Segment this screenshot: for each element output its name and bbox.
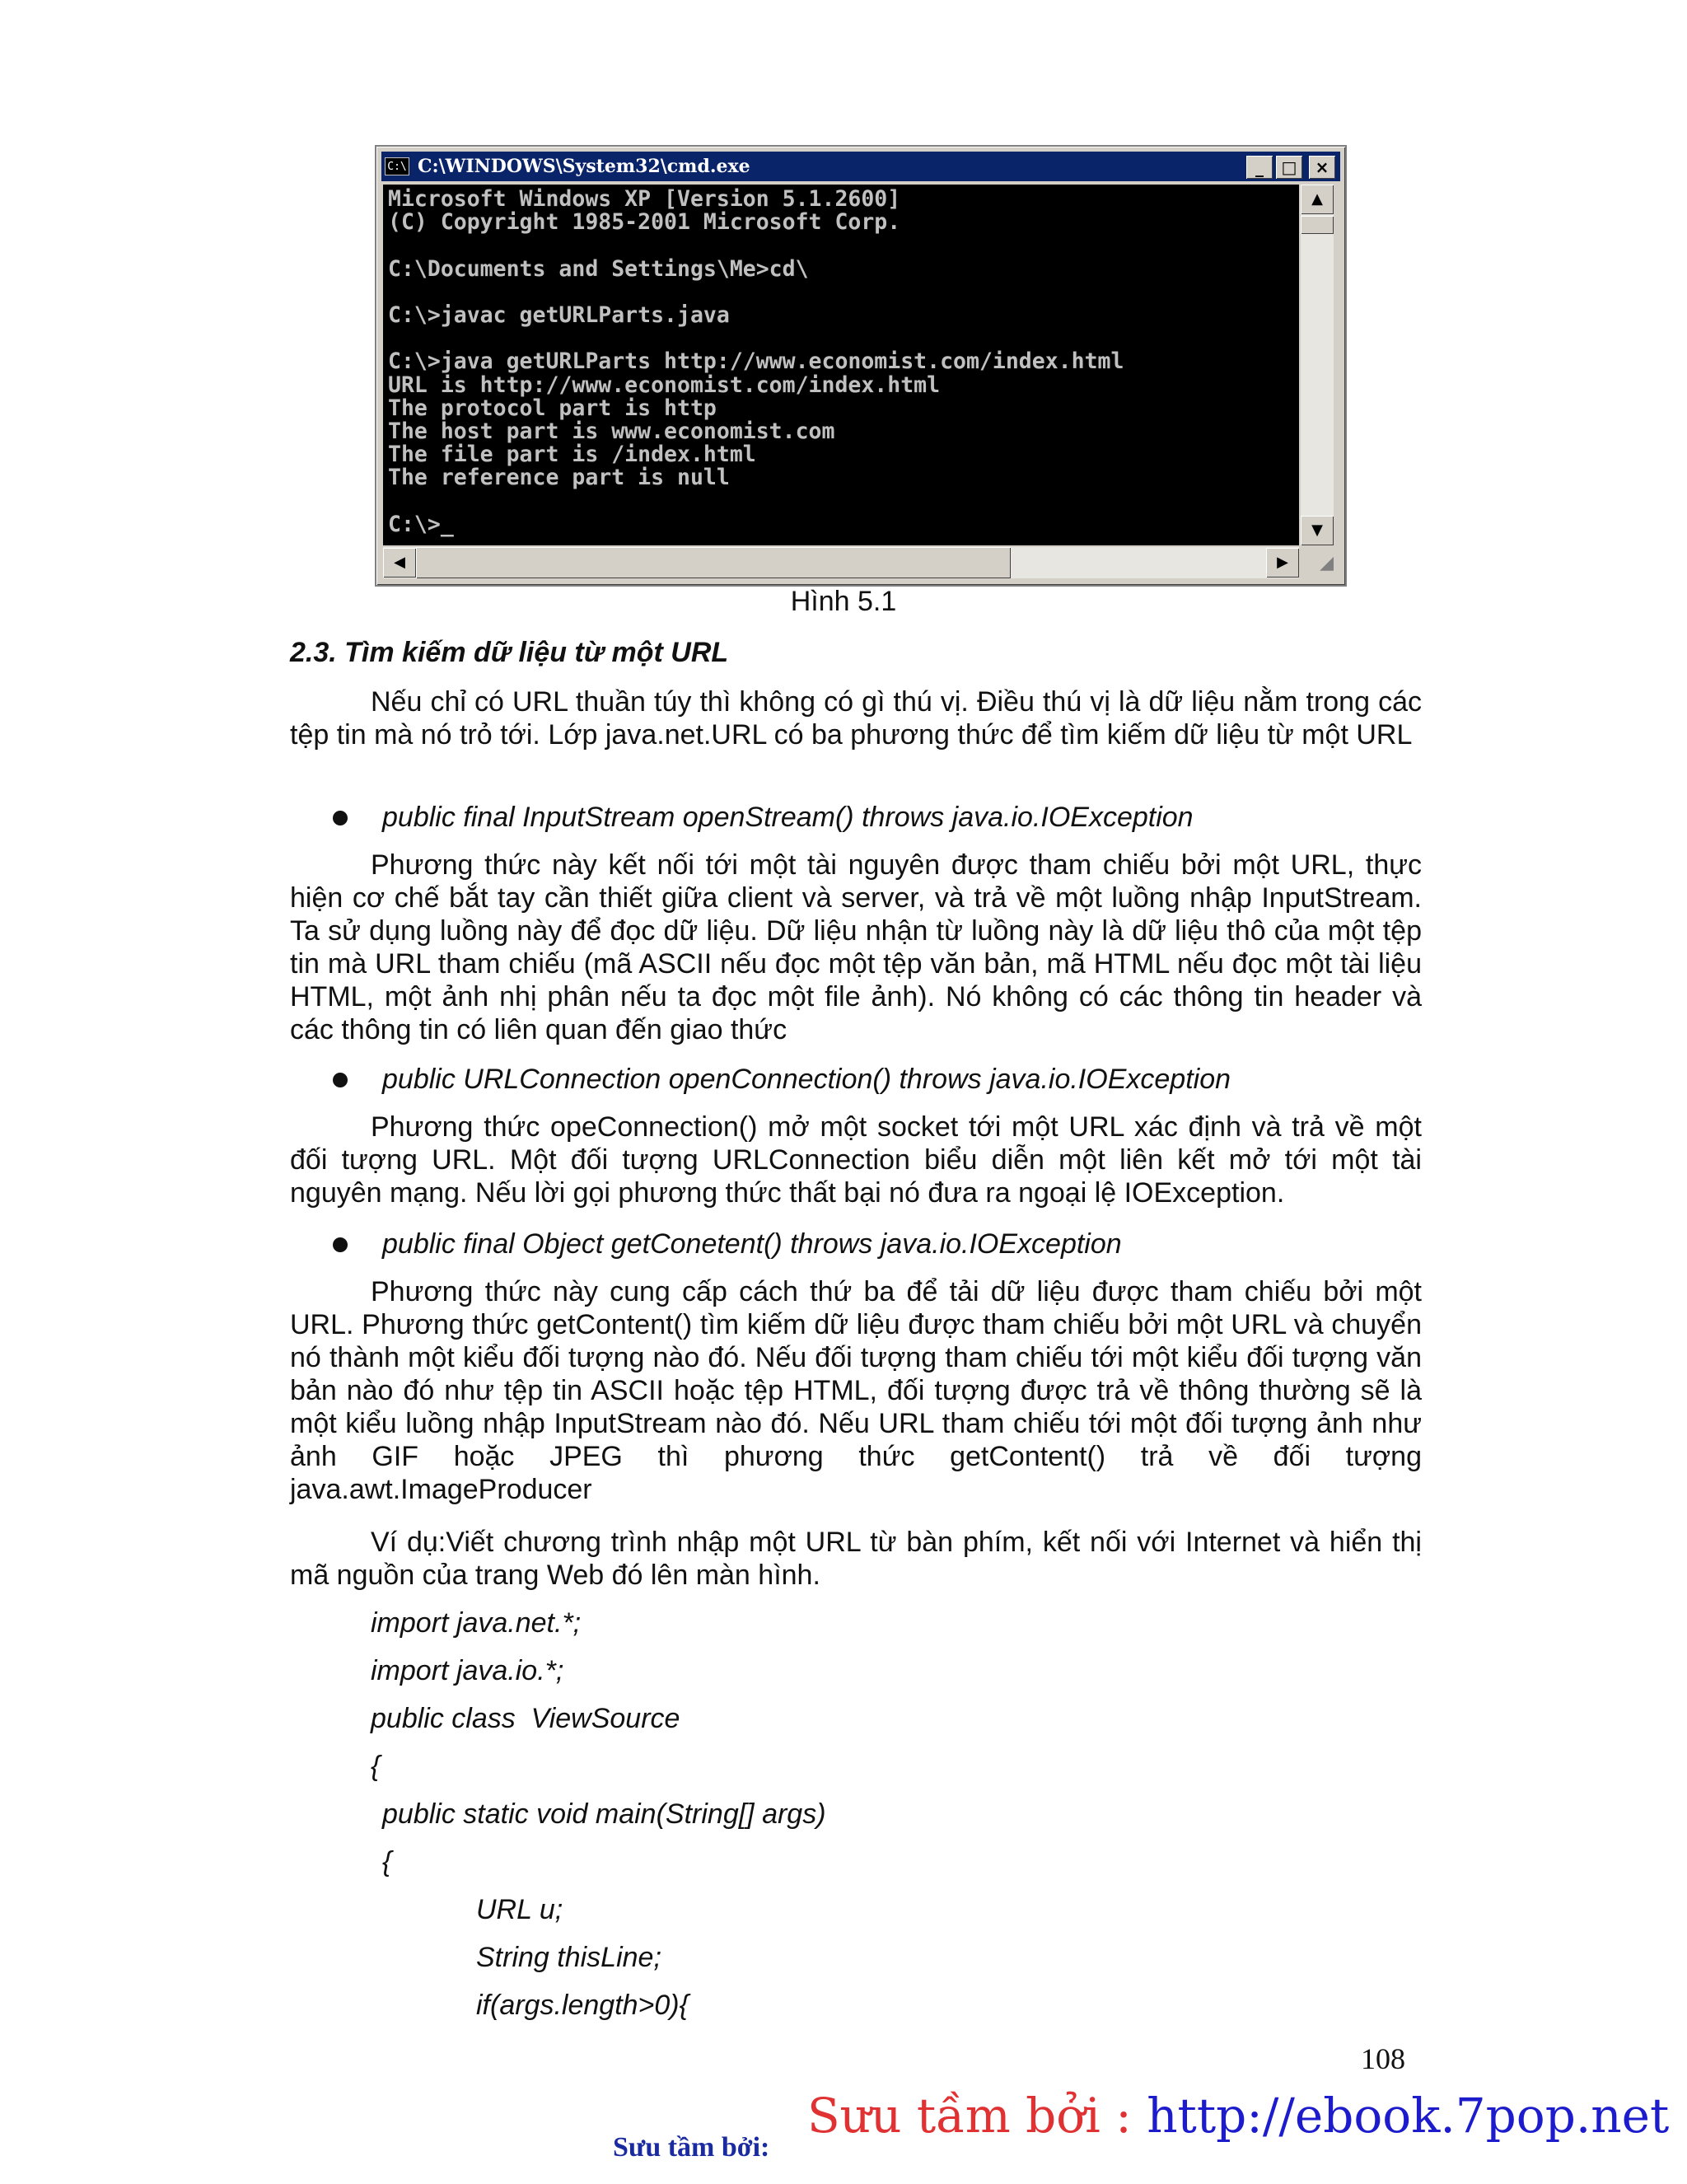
page-number: 108	[1361, 2042, 1405, 2075]
paragraph-get-content: Phương thức này cung cấp cách thứ ba để tải dữ liệu được tham chiếu bởi một URL. Phương thức getContent() tìm kiếm dữ liệu được tham chiếu bởi một URL và chuyển nó thành một kiểu đối tượng nào đó. Nếu đối tượng tham chiếu tới một kiểu đối tượng văn bản nào đó như tệp tin ASCII hoặc tệp HTML, đối tượng được trả về thông thường sẽ là một kiểu luồng nhập InputStream nào đó. Nếu URL tham chiếu tới một đối tượng ảnh như ảnh GIF hoặc JPEG thì phương thức getContent() trả về đối tượng java.awt.ImageProducer	[290, 1276, 1422, 1505]
console-output	[383, 185, 1299, 545]
console-line: The file part is /index.html	[388, 442, 756, 468]
scroll-left-icon[interactable]: ◀	[383, 548, 416, 578]
resize-grip-icon[interactable]: ◢	[1301, 547, 1334, 578]
cmd-icon: C:\	[385, 157, 409, 175]
scroll-down-icon[interactable]: ▼	[1301, 516, 1334, 545]
console-line: C:\>java getURLParts http://www.economist.com/index.html	[388, 348, 1124, 375]
footer-label: Sưu tầm bởi:	[613, 2132, 770, 2163]
code-line: import java.io.*;	[371, 1655, 564, 1686]
console-line: The protocol part is http	[388, 395, 717, 421]
paragraph-open-stream: Phương thức này kết nối tới một tài nguyên được tham chiếu bởi một URL, thực hiện cơ chế bắt tay cần thiết giữa client và server, và trả về một luồng nhập InputStream. Ta sử dụng luồng này để đọc dữ liệu. Dữ liệu nhận từ luồng này là dữ liệu thô của một tệp tin mà URL tham chiếu (mã ASCII nếu đọc một tệp văn bản, mã HTML nếu đọc một tài liệu HTML, một ảnh nhị phân nếu ta đọc một file ảnh). Nó không có các thông tin header và các thông tin có liên quan đến giao thức	[290, 849, 1422, 1045]
vertical-scrollbar[interactable]	[1301, 185, 1334, 545]
code-line: public class ViewSource	[371, 1703, 680, 1734]
vertical-scroll-thumb[interactable]	[1301, 216, 1334, 234]
watermark-prefix: Sưu tầm bởi :	[807, 2088, 1147, 2144]
figure-caption: Hình 5.1	[790, 586, 897, 617]
console-line: C:\>_	[388, 511, 454, 537]
minimize-button[interactable]: _	[1246, 156, 1273, 179]
console-window	[375, 145, 1347, 587]
console-line: The reference part is null	[388, 465, 730, 491]
method-open-connection: public URLConnection openConnection() throws java.io.IOException	[382, 1064, 1231, 1095]
console-line	[388, 234, 1299, 257]
horizontal-scrollbar[interactable]	[383, 547, 1299, 578]
console-line	[388, 281, 1299, 304]
console-line	[388, 327, 1299, 350]
code-line: import java.net.*;	[371, 1607, 582, 1639]
code-line: URL u;	[476, 1894, 563, 1925]
method-open-stream: public final InputStream openStream() throws java.io.IOException	[382, 802, 1194, 833]
console-titlebar[interactable]	[381, 152, 1340, 181]
console-line: The host part is www.economist.com	[388, 418, 835, 444]
paragraph-example: Ví dụ:Viết chương trình nhập một URL từ bàn phím, kết nối với Internet và hiển thị mã nguồn của trang Web đó lên màn hình.	[290, 1527, 1422, 1591]
watermark	[807, 2088, 1669, 2144]
code-line: public static void main(String[] args)	[382, 1798, 826, 1830]
horizontal-scroll-thumb[interactable]	[416, 547, 1011, 578]
console-line: URL is http://www.economist.com/index.html	[388, 372, 941, 398]
console-line	[388, 489, 1299, 512]
bullet-dot-icon	[333, 811, 348, 825]
code-line: String thisLine;	[476, 1942, 661, 1973]
bullet-dot-icon	[333, 1073, 348, 1087]
method-get-content: public final Object getConetent() throws java.io.IOException	[382, 1228, 1122, 1260]
scroll-up-icon[interactable]: ▲	[1301, 185, 1334, 214]
console-line: C:\Documents and Settings\Me>cd\	[388, 255, 809, 282]
scroll-right-icon[interactable]: ▶	[1266, 548, 1299, 578]
paragraph-open-connection: Phương thức opeConnection() mở một socket tới một URL xác định và trả về một đối tượng URL. Một đối tượng URLConnection biểu diễn một liên kết mở tới một tài nguyên mạng. Nếu lời gọi phương thức thất bại nó đưa ra ngoại lệ IOException.	[290, 1111, 1422, 1209]
console-line: Microsoft Windows XP [Version 5.1.2600]	[388, 186, 901, 212]
close-button[interactable]: ×	[1309, 156, 1335, 179]
code-line: {	[371, 1751, 381, 1782]
code-line: if(args.length>0){	[476, 1990, 689, 2021]
console-line: (C) Copyright 1985-2001 Microsoft Corp.	[388, 209, 901, 236]
section-heading: 2.3. Tìm kiếm dữ liệu từ một URL	[290, 637, 729, 668]
bullet-dot-icon	[333, 1237, 348, 1252]
console-title: C:\WINDOWS\System32\cmd.exe	[418, 156, 750, 177]
paragraph-intro: Nếu chỉ có URL thuần túy thì không có gì thú vị. Điều thú vị là dữ liệu nằm trong các tệp tin mà nó trỏ tới. Lớp java.net.URL có ba phương thức để tìm kiếm dữ liệu từ một URL	[290, 686, 1422, 751]
console-line: C:\>javac getURLParts.java	[388, 302, 730, 328]
watermark-url[interactable]: http://ebook.7pop.net	[1147, 2088, 1670, 2144]
maximize-button[interactable]: □	[1276, 156, 1302, 179]
code-line: {	[382, 1846, 392, 1878]
